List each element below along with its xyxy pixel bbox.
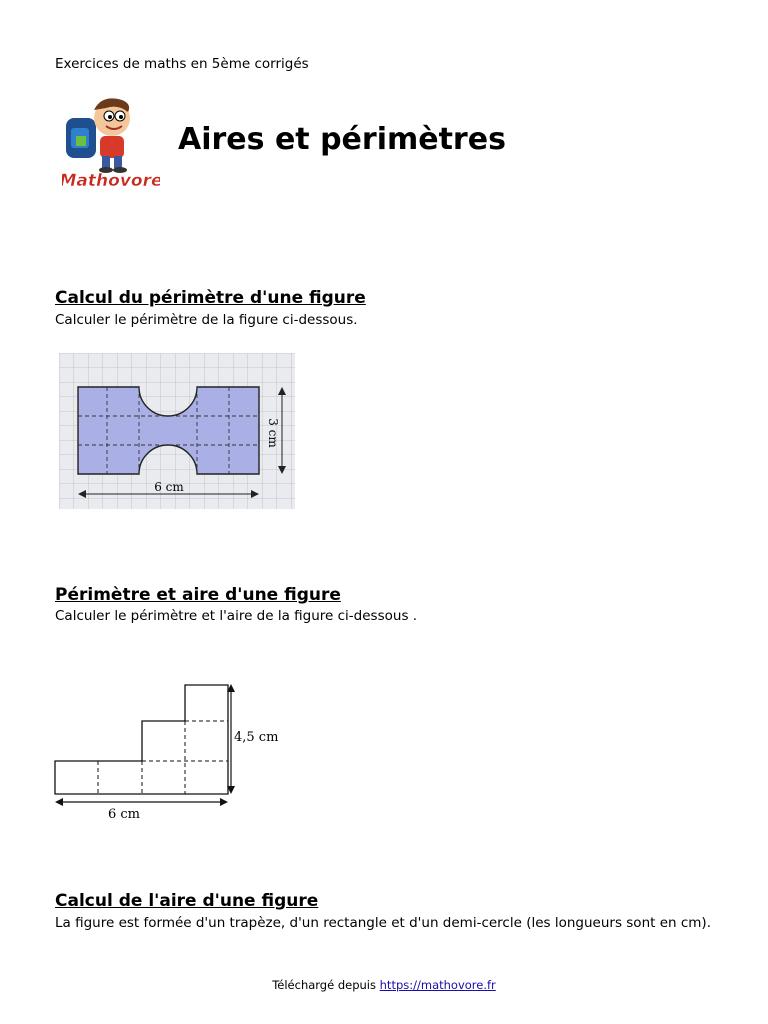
- footer-prefix: Téléchargé depuis: [272, 978, 376, 992]
- height-label: 3 cm: [266, 418, 280, 448]
- document-subtitle: Exercices de maths en 5ème corrigés: [55, 56, 309, 72]
- page-title: Aires et périmètres: [178, 122, 506, 157]
- section-heading-perimeter: Calcul du périmètre d'une figure: [55, 288, 366, 308]
- width-label: 6 cm: [107, 807, 141, 820]
- svg-text:Mathovore: Mathovore: [62, 171, 160, 191]
- section-text-area: La figure est formée d'un trapèze, d'un rectangle et d'un demi-cercle (les longueurs sont en cm).: [55, 915, 711, 931]
- mathovore-logo: [62, 96, 160, 192]
- figure-staircase: [50, 680, 290, 824]
- section-text-perimeter: Calculer le périmètre de la figure ci-dessous.: [55, 312, 358, 328]
- section-heading-perimeter-area: Périmètre et aire d'une figure: [55, 585, 341, 605]
- section-heading-area: Calcul de l'aire d'une figure: [55, 891, 319, 911]
- figure-perimeter: [59, 353, 295, 513]
- section-text-perimeter-area: Calculer le périmètre et l'aire de la figure ci-dessous .: [55, 608, 418, 624]
- height-label: 4,5 cm: [234, 730, 279, 745]
- footer: [0, 978, 768, 992]
- footer-link[interactable]: https://mathovore.fr: [379, 978, 496, 992]
- width-label: 6 cm: [154, 480, 184, 494]
